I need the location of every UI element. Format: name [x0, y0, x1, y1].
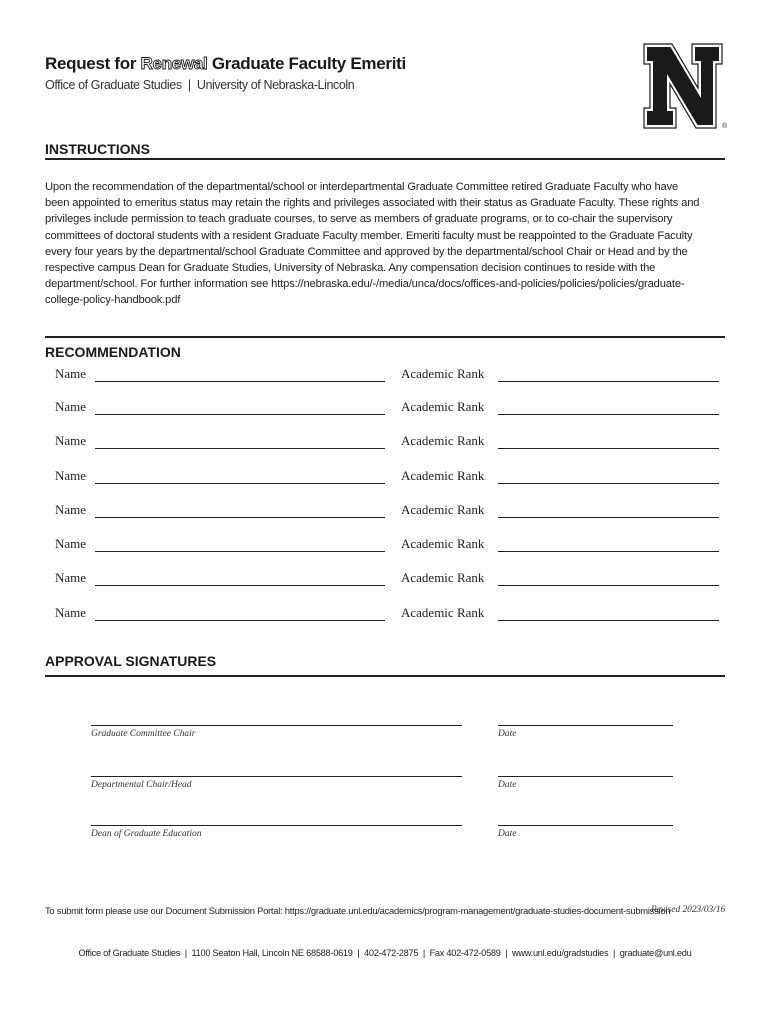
footer-contact: Office of Graduate Studies | 1100 Seaton Hall, Lincoln NE 68588-0619 | 402-472-2875 | Fax 402-472-0589 | www.unl.edu/gradstudies | graduate@unl.edu	[78, 948, 692, 958]
name-field[interactable]	[95, 620, 385, 621]
academic-rank-label: Academic Rank	[401, 366, 485, 381]
graduate-committee-chair-date-field[interactable]	[498, 725, 673, 726]
recommendation-row	[45, 468, 725, 488]
date-label: Date	[498, 780, 517, 790]
name-field[interactable]	[95, 483, 385, 484]
name-field[interactable]	[95, 381, 385, 382]
name-label: Name	[55, 433, 87, 448]
registered-mark: ®	[722, 123, 728, 130]
academic-rank-field[interactable]	[498, 620, 719, 621]
recommendation-row	[45, 570, 725, 590]
approval-heading: APPROVAL SIGNATURES	[45, 653, 217, 669]
name-field[interactable]	[95, 517, 385, 518]
title-prefix: Request for	[45, 54, 141, 73]
date-label: Date	[498, 829, 517, 839]
name-label: Name	[55, 502, 87, 517]
academic-rank-label: Academic Rank	[401, 502, 485, 517]
academic-rank-label: Academic Rank	[401, 536, 485, 551]
departmental-chair-signature-field[interactable]	[91, 776, 462, 777]
academic-rank-field[interactable]	[498, 483, 719, 484]
instructions-body: Upon the recommendation of the departmental/school or interdepartmental Graduate Committee retired Graduate Faculty who have been appointed to emeritus status may retain the rights and privileges associated with their status as Graduate Faculty. These rights and privileges include permission to teach graduate courses, to serve as members of graduate programs, or to co-chair the supervisory committees of doctoral students with a resident Graduate Faculty member. Emeriti faculty must be reappointed to the Graduate Faculty every four years by the departmental/school Graduate Committee and approved by the departmental/school Chair or Head and by the respective campus Dean for Graduate Studies, University of Nebraska. Any compensation decision continues to reside with the department/school. For further information see https://nebraska.edu/-/media/unca/docs/offices-and-policies/policies/policies/graduate-college-policy-handbook.pdf	[45, 181, 700, 307]
recommendation-row	[45, 502, 725, 522]
form-subtitle: Office of Graduate Studies | University of Nebraska-Lincoln	[45, 78, 355, 92]
instructions-heading: INSTRUCTIONS	[45, 141, 150, 157]
academic-rank-field[interactable]	[498, 414, 719, 415]
form-title	[45, 54, 406, 74]
name-label: Name	[55, 570, 87, 585]
graduate-committee-chair-signature-field[interactable]	[91, 725, 462, 726]
title-highlight: Renewal	[140, 54, 208, 73]
academic-rank-field[interactable]	[498, 517, 719, 518]
name-label: Name	[55, 399, 87, 414]
departmental-chair-label: Departmental Chair/Head	[91, 780, 192, 790]
name-label: Name	[55, 536, 87, 551]
academic-rank-field[interactable]	[498, 585, 719, 586]
nebraska-n-logo-icon	[642, 42, 728, 130]
name-field[interactable]	[95, 448, 385, 449]
graduate-committee-chair-label: Graduate Committee Chair	[91, 729, 196, 739]
recommendation-row	[45, 399, 725, 419]
name-label: Name	[55, 366, 87, 381]
name-label: Name	[55, 468, 87, 483]
academic-rank-label: Academic Rank	[401, 433, 485, 448]
name-field[interactable]	[95, 585, 385, 586]
recommendation-row	[45, 605, 725, 625]
title-suffix: Graduate Faculty Emeriti	[207, 54, 406, 73]
recommendation-divider	[45, 336, 725, 338]
instructions-divider	[45, 158, 725, 160]
dean-signature-field[interactable]	[91, 825, 462, 826]
recommendation-row	[45, 366, 725, 386]
academic-rank-label: Academic Rank	[401, 468, 485, 483]
dean-date-field[interactable]	[498, 825, 673, 826]
academic-rank-label: Academic Rank	[401, 570, 485, 585]
approval-divider	[45, 675, 725, 677]
dean-label: Dean of Graduate Education	[91, 829, 202, 839]
academic-rank-field[interactable]	[498, 551, 719, 552]
academic-rank-label: Academic Rank	[401, 399, 485, 414]
recommendation-row	[45, 433, 725, 453]
academic-rank-label: Academic Rank	[401, 605, 485, 620]
departmental-chair-date-field[interactable]	[498, 776, 673, 777]
name-field[interactable]	[95, 551, 385, 552]
revised-date: Revised 2023/03/16	[651, 905, 726, 915]
academic-rank-field[interactable]	[498, 381, 719, 382]
recommendation-heading: RECOMMENDATION	[45, 344, 181, 360]
academic-rank-field[interactable]	[498, 448, 719, 449]
date-label: Date	[498, 729, 517, 739]
submission-note: To submit form please use our Document Submission Portal: https://graduate.unl.edu/academics/program-management/graduate-studies-document-submission	[45, 905, 671, 916]
recommendation-row	[45, 536, 725, 556]
name-label: Name	[55, 605, 87, 620]
name-field[interactable]	[95, 414, 385, 415]
